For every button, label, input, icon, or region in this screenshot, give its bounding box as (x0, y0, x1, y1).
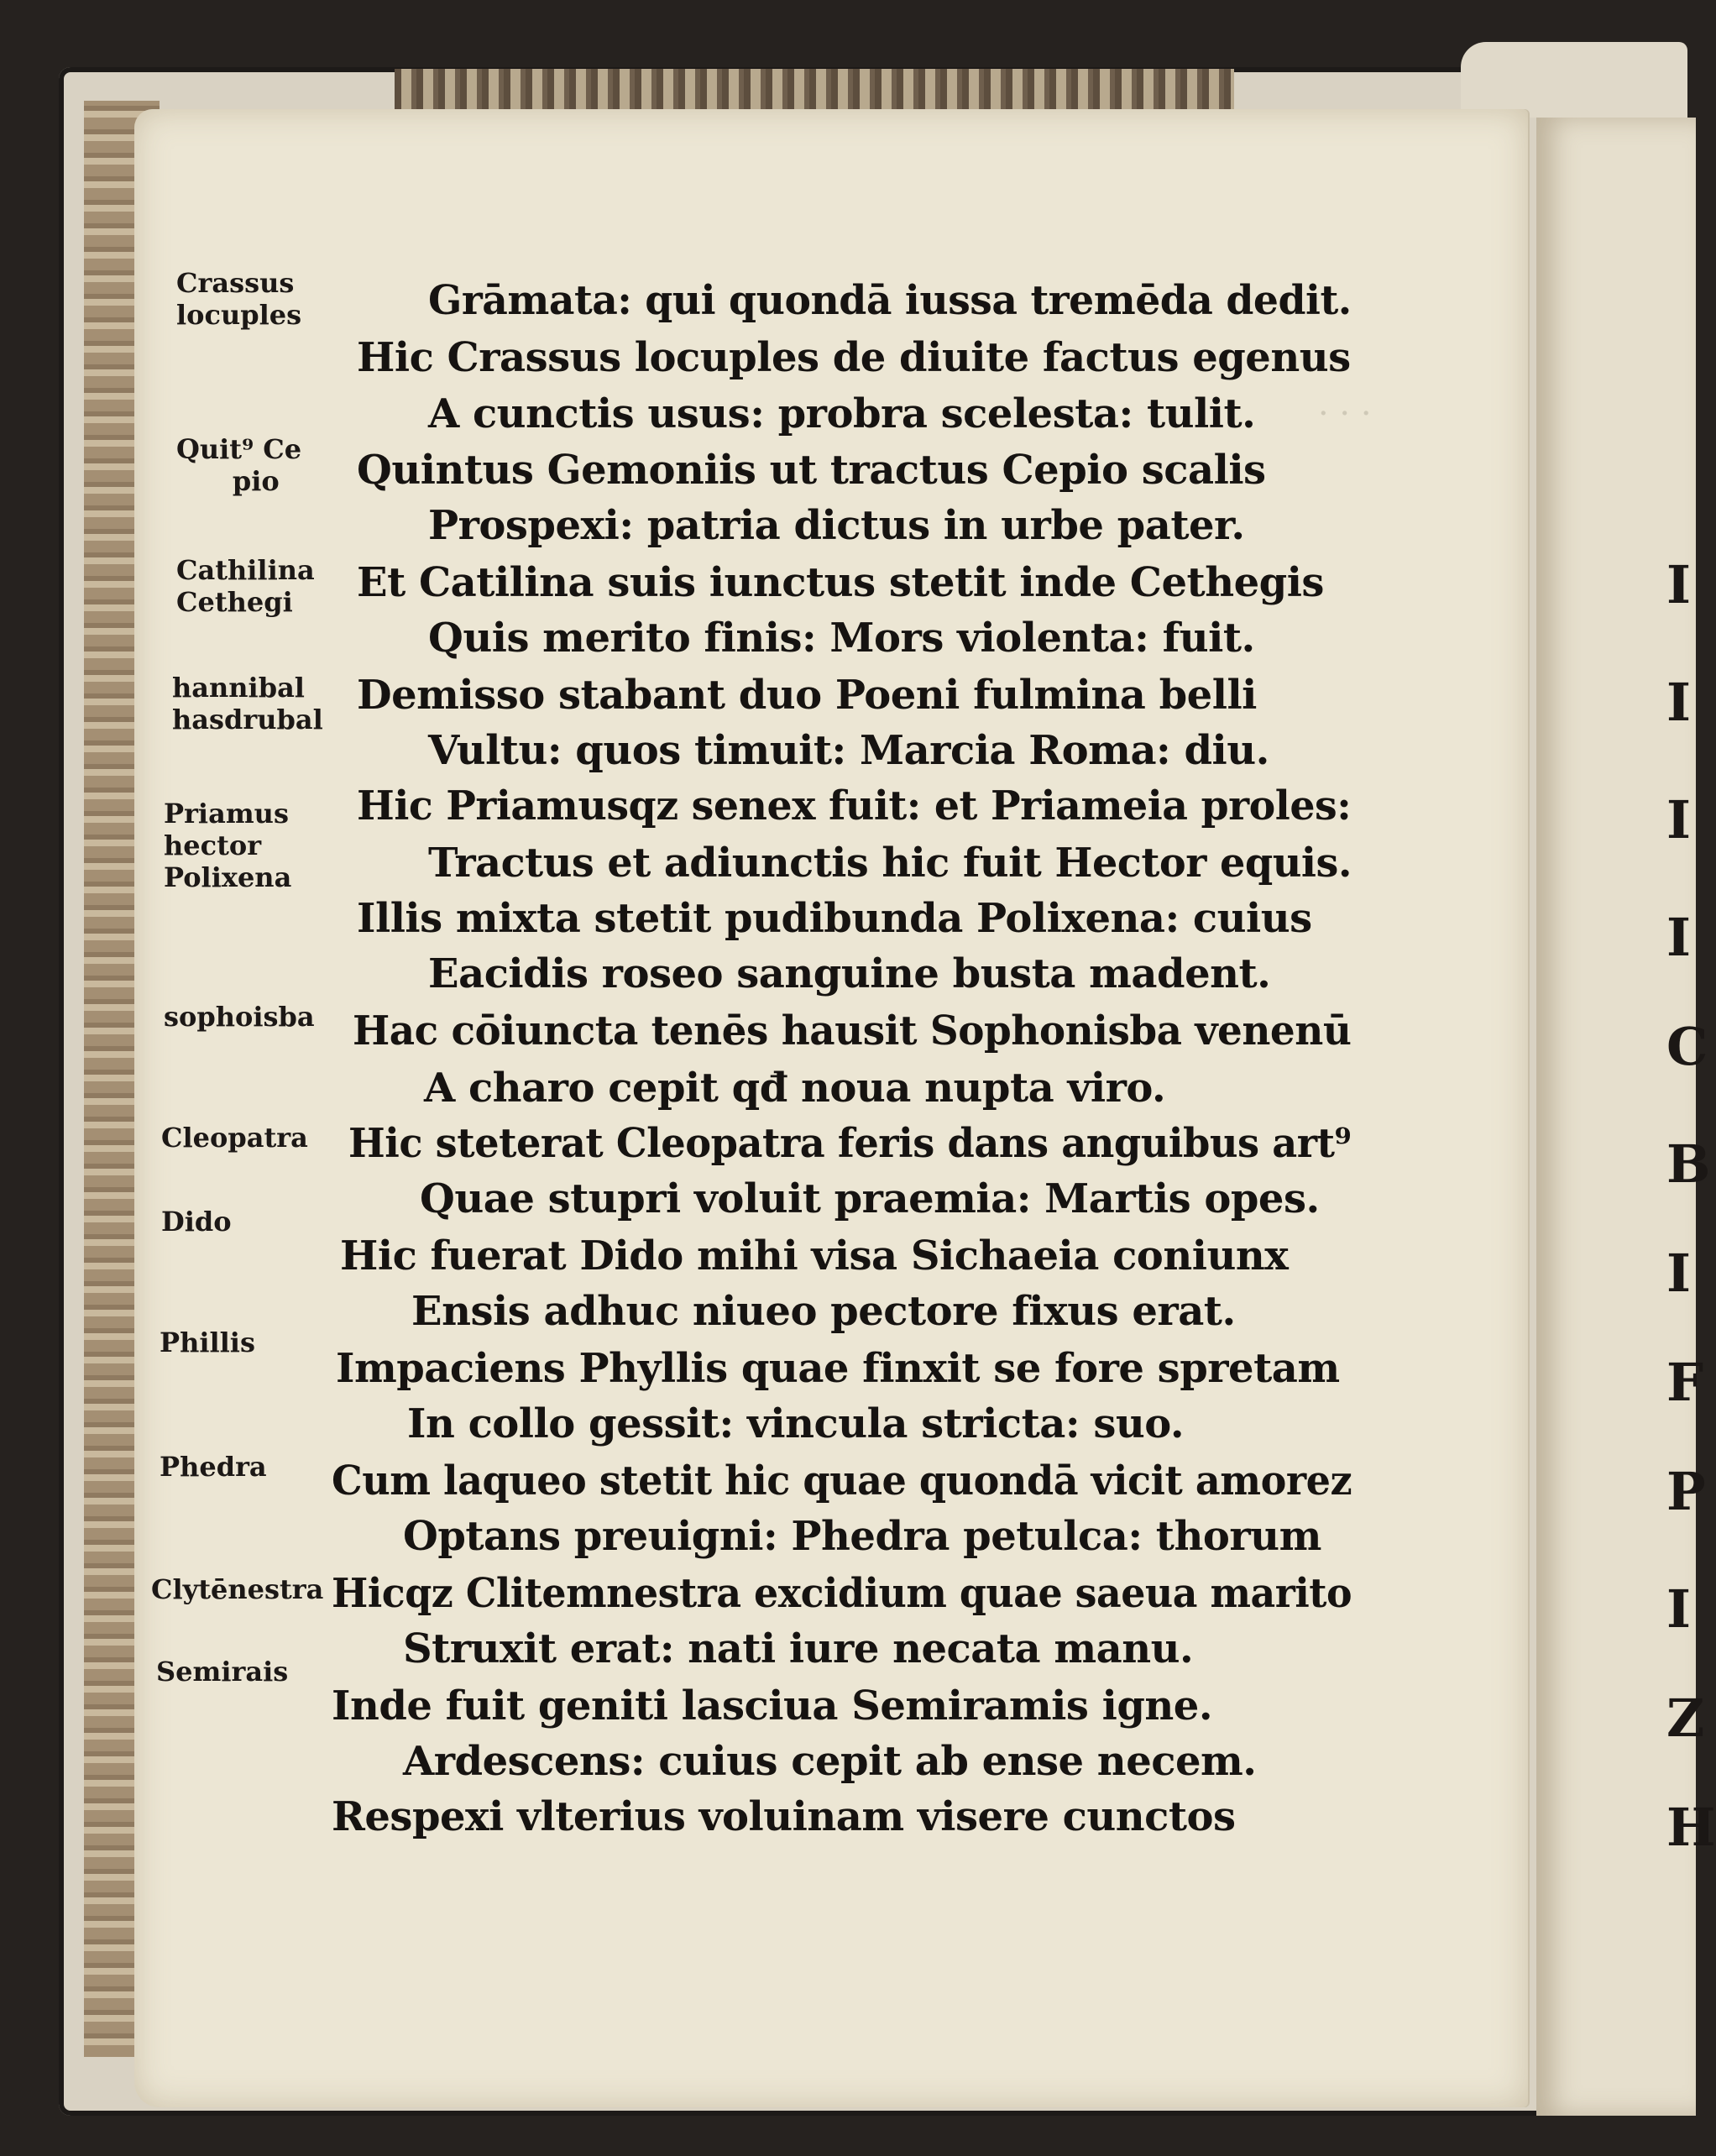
show-through: · · · (1318, 395, 1372, 433)
facing-glyph: F (1666, 1352, 1704, 1413)
text-line: Hic fuerat Dido mihi visa Sichaeia coniunx (340, 1232, 1289, 1279)
margin-note: hannibal hasdrubal (172, 672, 323, 735)
margin-note: Cathilina Cethegi (176, 554, 315, 618)
spine-top (1461, 42, 1687, 118)
text-line: In collo gessit: vincula stricta: suo. (407, 1400, 1185, 1447)
text-line: Cum laqueo stetit hic quae quondā vicit amorez (332, 1457, 1352, 1504)
text-line: Inde fuit geniti lasciua Semiramis igne. (332, 1682, 1213, 1730)
text-line: Quintus Gemoniis ut tractus Cepio scalis (357, 447, 1266, 494)
text-line: Grāmata: qui quondā iussa tremēda dedit. (428, 277, 1352, 324)
margin-note: Phedra (160, 1451, 267, 1483)
facing-glyph: I (1666, 554, 1692, 615)
facing-glyph: C (1666, 1016, 1708, 1077)
facing-glyph: H (1666, 1797, 1716, 1858)
text-line: Hic Crassus locuples de diuite factus egenus (357, 334, 1351, 381)
margin-note: Dido (161, 1206, 232, 1238)
text-line: A cunctis usus: probra scelesta: tulit. (428, 390, 1256, 437)
text-line: Quis merito finis: Mors violenta: fuit. (428, 615, 1255, 662)
text-line: Ardescens: cuius cepit ab ense necem. (403, 1738, 1257, 1785)
text-line: Hac cōiuncta tenēs hausit Sophonisba venenū (353, 1007, 1352, 1054)
text-line: Et Catilina suis iunctus stetit inde Cethegis (357, 559, 1324, 606)
text-line: Struxit erat: nati iure necata manu. (403, 1625, 1194, 1672)
text-line: Hic steterat Cleopatra feris dans anguibus art⁹ (348, 1120, 1352, 1167)
margin-note: sophoisba (164, 1001, 315, 1033)
text-line: Respexi vlterius voluinam visere cunctos (332, 1793, 1236, 1840)
facing-glyph: I (1666, 672, 1692, 733)
text-line: Impaciens Phyllis quae finxit se fore spretam (336, 1345, 1340, 1392)
text-line: Prospexi: patria dictus in urbe pater. (428, 502, 1245, 549)
margin-note: Quit⁹ Ce pio (176, 433, 302, 497)
margin-note: Phillis (160, 1327, 255, 1358)
text-line: Quae stupri voluit praemia: Martis opes. (420, 1175, 1320, 1222)
margin-note: Cleopatra (161, 1122, 308, 1154)
text-line: Tractus et adiunctis hic fuit Hector equis. (428, 840, 1352, 887)
margin-note: Semirais (156, 1656, 289, 1688)
text-line: Eacidis roseo sanguine busta madent. (428, 950, 1271, 997)
margin-note: Clytēnestra (151, 1573, 324, 1605)
facing-glyph: I (1666, 1578, 1692, 1640)
text-line: Ensis adhuc niueo pectore fixus erat. (411, 1288, 1236, 1335)
margin-note: Priamus hector Polixena (164, 798, 292, 893)
facing-glyph: I (1666, 907, 1692, 968)
text-line: Demisso stabant duo Poeni fulmina belli (357, 672, 1257, 719)
facing-glyph: P (1666, 1461, 1706, 1522)
facing-glyph: I (1666, 1243, 1692, 1304)
margin-note: Crassus locuples (176, 267, 302, 331)
text-line: A charo cepit qđ noua nupta viro. (424, 1065, 1166, 1112)
text-line: Vultu: quos timuit: Marcia Roma: diu. (428, 727, 1269, 774)
text-line: Hic Priamusqz senex fuit: et Priameia proles: (357, 782, 1352, 829)
facing-glyph: I (1666, 789, 1692, 850)
text-line: Illis mixta stetit pudibunda Polixena: cuius (357, 895, 1312, 942)
facing-glyph: B (1666, 1133, 1711, 1195)
text-line: Hicqz Clitemnestra excidium quae saeua marito (332, 1570, 1352, 1617)
text-line: Optans preuigni: Phedra petulca: thorum (403, 1513, 1321, 1560)
facing-glyph: Z (1666, 1688, 1705, 1749)
